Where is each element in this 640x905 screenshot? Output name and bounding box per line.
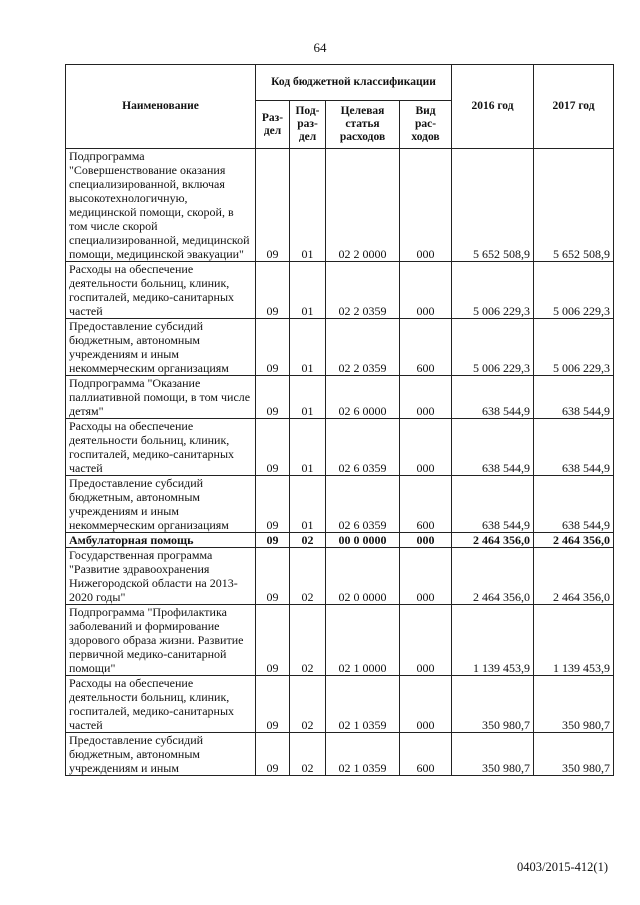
row-podrazdel: 01 [290,262,326,319]
row-name: Амбулаторная помощь [66,533,256,548]
row-razdel: 09 [256,419,290,476]
row-razdel: 09 [256,533,290,548]
row-podrazdel: 01 [290,149,326,262]
table-row [66,733,614,776]
header-vid: Вид рас- ходов [400,101,452,149]
row-2016: 350 980,7 [452,676,534,733]
row-name: Подпрограмма "Совершенствование оказания специализированной, включая высокотехнологичную, медицинской помощи, скорой, в том числе скорой специализированной, медицинской помощи, медицинской эвакуации" [66,149,256,262]
row-2017: 638 544,9 [534,419,614,476]
row-podrazdel: 01 [290,319,326,376]
row-target: 02 2 0000 [326,149,400,262]
row-podrazdel: 02 [290,676,326,733]
table-row [66,476,614,533]
row-podrazdel: 01 [290,419,326,476]
table-row [66,376,614,419]
row-target: 02 6 0359 [326,476,400,533]
table-row [66,419,614,476]
page-number: 64 [313,40,327,55]
header-podrazdel: Под- раз- дел [290,101,326,149]
row-podrazdel: 02 [290,733,326,776]
row-2016: 5 006 229,3 [452,319,534,376]
row-target: 02 1 0359 [326,676,400,733]
document-code: 0403/2015-412(1) [517,860,608,874]
row-vid: 000 [400,419,452,476]
row-vid: 600 [400,733,452,776]
row-razdel: 09 [256,376,290,419]
row-name: Подпрограмма "Профилактика заболеваний и формирование здорового образа жизни. Развитие первичной медико-санитарной помощи" [66,605,256,676]
row-vid: 000 [400,376,452,419]
row-target: 02 1 0359 [326,733,400,776]
header-2017: 2017 год [534,65,614,149]
row-target: 00 0 0000 [326,533,400,548]
row-razdel: 09 [256,676,290,733]
row-2017: 638 544,9 [534,476,614,533]
row-vid: 000 [400,605,452,676]
row-target: 02 1 0000 [326,605,400,676]
row-name: Расходы на обеспечение деятельности больниц, клиник, госпиталей, медико-санитарных частей [66,419,256,476]
row-vid: 000 [400,149,452,262]
row-2016: 638 544,9 [452,376,534,419]
row-2016: 638 544,9 [452,476,534,533]
row-2016: 2 464 356,0 [452,548,534,605]
row-2016: 2 464 356,0 [452,533,534,548]
row-name: Предоставление субсидий бюджетным, автономным учреждениям и иным [66,733,256,776]
row-2017: 1 139 453,9 [534,605,614,676]
table-row [66,149,614,262]
table-row [66,319,614,376]
row-2017: 350 980,7 [534,676,614,733]
row-name: Предоставление субсидий бюджетным, автономным учреждениям и иным некоммерческим организациям [66,319,256,376]
budget-table [65,64,614,776]
header-razdel: Раз- дел [256,101,290,149]
row-name: Подпрограмма "Оказание паллиативной помощи, в том числе детям" [66,376,256,419]
row-vid: 000 [400,548,452,605]
row-2017: 638 544,9 [534,376,614,419]
row-podrazdel: 02 [290,548,326,605]
row-razdel: 09 [256,733,290,776]
row-razdel: 09 [256,605,290,676]
row-2017: 350 980,7 [534,733,614,776]
row-2017: 5 652 508,9 [534,149,614,262]
row-vid: 600 [400,476,452,533]
table-row [66,548,614,605]
row-target: 02 6 0000 [326,376,400,419]
row-name: Государственная программа "Развитие здравоохранения Нижегородской области на 2013-2020 годы" [66,548,256,605]
row-2016: 5 006 229,3 [452,262,534,319]
header-target: Целевая статья расходов [326,101,400,149]
row-target: 02 6 0359 [326,419,400,476]
row-podrazdel: 01 [290,476,326,533]
row-2017: 2 464 356,0 [534,533,614,548]
row-podrazdel: 02 [290,605,326,676]
row-2016: 638 544,9 [452,419,534,476]
row-vid: 000 [400,533,452,548]
table-row [66,533,614,548]
row-2017: 5 006 229,3 [534,319,614,376]
header-2016: 2016 год [452,65,534,149]
row-vid: 600 [400,319,452,376]
row-2016: 350 980,7 [452,733,534,776]
row-target: 02 2 0359 [326,262,400,319]
row-2017: 2 464 356,0 [534,548,614,605]
row-podrazdel: 02 [290,533,326,548]
row-razdel: 09 [256,262,290,319]
row-vid: 000 [400,676,452,733]
row-2016: 5 652 508,9 [452,149,534,262]
table-row [66,262,614,319]
row-name: Предоставление субсидий бюджетным, автономным учреждениям и иным некоммерческим организациям [66,476,256,533]
row-razdel: 09 [256,319,290,376]
row-razdel: 09 [256,149,290,262]
row-podrazdel: 01 [290,376,326,419]
table-row [66,676,614,733]
row-2016: 1 139 453,9 [452,605,534,676]
row-razdel: 09 [256,548,290,605]
header-name: Наименование [66,65,256,149]
row-vid: 000 [400,262,452,319]
row-target: 02 0 0000 [326,548,400,605]
header-code-group: Код бюджетной классификации [256,65,452,101]
row-name: Расходы на обеспечение деятельности больниц, клиник, госпиталей, медико-санитарных частей [66,262,256,319]
table-body [66,149,614,776]
row-name: Расходы на обеспечение деятельности больниц, клиник, госпиталей, медико-санитарных частей [66,676,256,733]
row-razdel: 09 [256,476,290,533]
row-target: 02 2 0359 [326,319,400,376]
table-row [66,605,614,676]
table-header [66,65,614,149]
row-2017: 5 006 229,3 [534,262,614,319]
